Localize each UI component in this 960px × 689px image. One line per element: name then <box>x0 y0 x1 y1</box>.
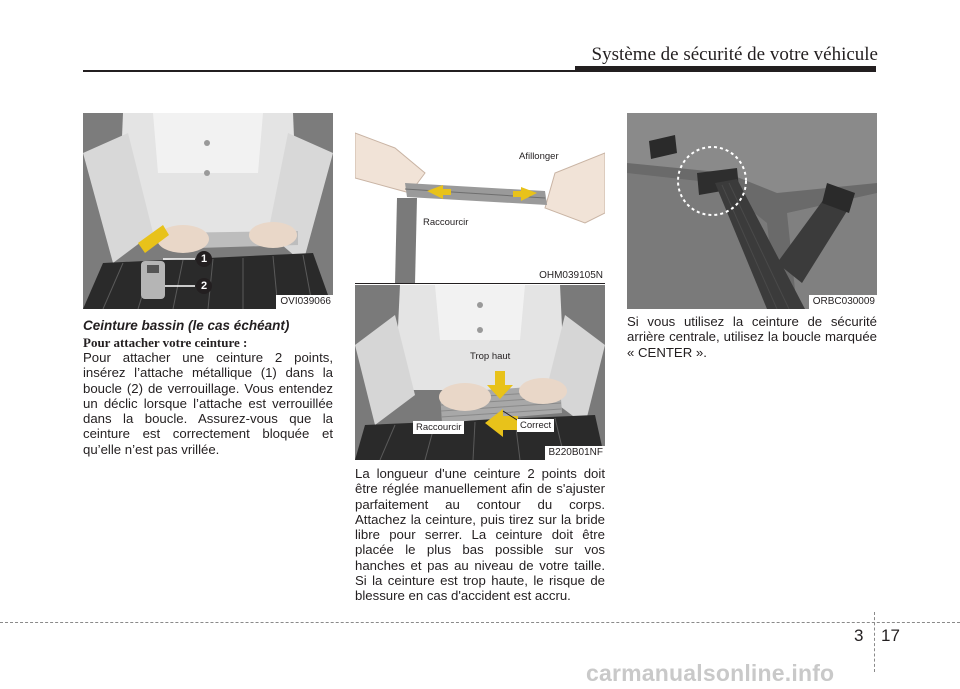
paragraph-center-buckle: Si vous utilisez la ceinture de sécurité arrière centrale, utilisez la boucle marquée « CENTER ». <box>627 314 877 360</box>
label-shorten-bottom: Raccourcir <box>413 421 464 434</box>
figure-belt-adjustment <box>355 113 605 284</box>
paragraph-fastening: Pour attacher une ceinture 2 points, insérez l’attache métallique (1) dans la boucle (2) de verrouillage. Vous entendez un déclic lorsque l’attache est verrouillée dans la boucle. Assurez-vous que la ceinture est correctement bloquée et qu’elle n’est pas vrillée. <box>83 350 333 457</box>
figure-code: OHM039105N <box>535 269 605 283</box>
label-lengthen: Afillonger <box>519 151 559 162</box>
figure-code: OVI039066 <box>276 295 333 309</box>
callout-2: 2 <box>196 278 212 294</box>
header-rule-thick <box>575 66 876 72</box>
header-rule-thin <box>83 70 576 72</box>
figure-code: ORBC030009 <box>809 295 877 309</box>
figure-lap-belt-fastening <box>83 113 333 309</box>
figure-center-buckle <box>627 113 877 309</box>
section-heading: Ceinture bassin (le cas échéant) <box>83 318 290 333</box>
callout-1: 1 <box>196 251 212 267</box>
subheading: Pour attacher votre ceinture : <box>83 335 248 350</box>
page-number: 17 <box>881 626 900 645</box>
figure-code: B220B01NF <box>545 446 605 460</box>
label-shorten-top: Raccourcir <box>423 217 469 228</box>
footer-dashed-rule <box>0 622 960 623</box>
watermark-text: carmanualsonline.info <box>586 660 835 686</box>
section-number: 3 <box>854 626 864 645</box>
footer-page-divider <box>874 612 875 672</box>
paragraph-adjustment: La longueur d'une ceinture 2 points doit être réglée manuellement afin de s'ajuster parfaitement au contour du corps. Attachez la ceinture, puis tirez sur la bride libre pour serrer. La ceinture doit être placée le plus bas possible sur vos hanches et pas au niveau de votre taille. Si la ceinture est trop haute, le risque de blessure en cas d'accident est accru. <box>355 466 605 604</box>
figure-belt-position <box>355 285 605 460</box>
label-too-high: Trop haut <box>470 351 511 362</box>
page-header-title: Système de sécurité de votre véhicule <box>591 44 878 65</box>
label-correct: Correct <box>517 419 554 432</box>
